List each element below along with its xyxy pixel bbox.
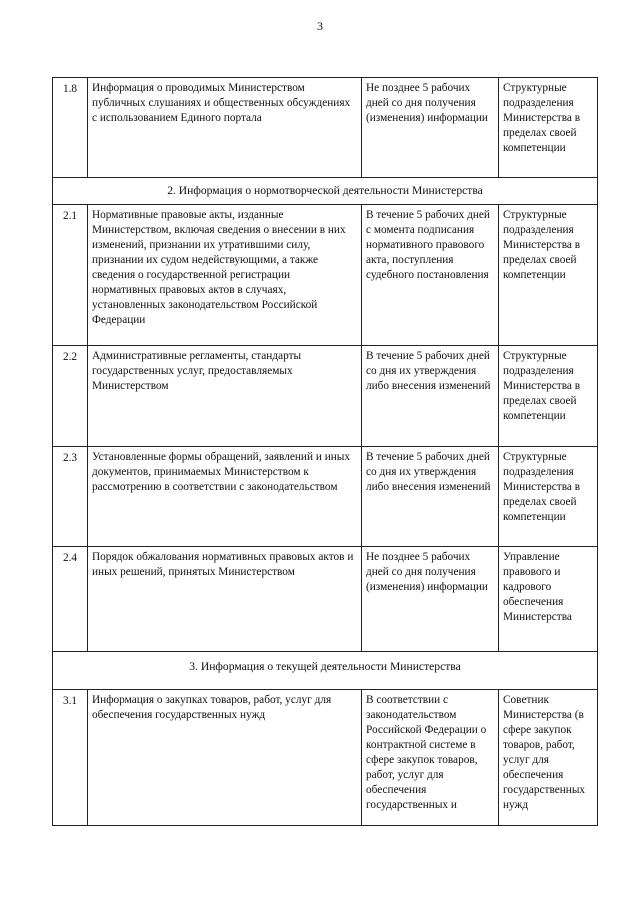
row-number: 2.3	[52, 446, 88, 547]
term-cell: В течение 5 рабочих дней со дня их утверждения либо внесения изменений	[361, 345, 499, 447]
responsible-cell: Структурные подразделения Министерства в пределах своей компетенции	[498, 446, 598, 547]
row-number: 3.1	[52, 689, 88, 826]
info-cell: Информация о проводимых Министерством публичных слушаниях и общественных обсуждениях с использованием Единого портала	[87, 77, 362, 178]
row-number: 1.8	[52, 77, 88, 178]
responsible-cell: Структурные подразделения Министерства в пределах своей компетенции	[498, 204, 598, 346]
info-cell: Административные регламенты, стандарты государственных услуг, предоставляемых Министерством	[87, 345, 362, 447]
section-heading: 2. Информация о нормотворческой деятельности Министерства	[52, 177, 598, 205]
responsible-cell: Структурные подразделения Министерства в пределах своей компетенции	[498, 77, 598, 178]
row-number: 2.2	[52, 345, 88, 447]
page-number: 3	[317, 19, 323, 33]
info-cell: Установленные формы обращений, заявлений и иных документов, принимаемых Министерством к рассмотрению в соответствии с законодательством	[87, 446, 362, 547]
info-cell: Нормативные правовые акты, изданные Министерством, включая сведения о внесении в них изменений, признании их утратившими силу, признании их судом недействующими, а также сведения о государственной регистрации нормативных правовых актов в случаях, установленных законодательством Российской Федерации	[87, 204, 362, 346]
info-cell: Информация о закупках товаров, работ, услуг для обеспечения государственных нужд	[87, 689, 362, 826]
row-number: 2.4	[52, 546, 88, 652]
term-cell: Не позднее 5 рабочих дней со дня получения (изменения) информации	[361, 77, 499, 178]
term-cell: В соответствии с законодательством Российской Федерации о контрактной системе в сфере закупок товаров, работ, услуг для обеспечения государственных и	[361, 689, 499, 826]
section-heading: 3. Информация о текущей деятельности Министерства	[52, 651, 598, 690]
term-cell: Не позднее 5 рабочих дней со дня получения (изменения) информации	[361, 546, 499, 652]
responsible-cell: Структурные подразделения Министерства в пределах своей компетенции	[498, 345, 598, 447]
term-cell: В течение 5 рабочих дней со дня их утверждения либо внесения изменений	[361, 446, 499, 547]
responsible-cell: Управление правового и кадрового обеспечения Министерства	[498, 546, 598, 652]
term-cell: В течение 5 рабочих дней с момента подписания нормативного правового акта, поступления судебного постановления	[361, 204, 499, 346]
row-number: 2.1	[52, 204, 88, 346]
responsible-cell: Советник Министерства (в сфере закупок товаров, работ, услуг для обеспечения государственных нужд	[498, 689, 598, 826]
info-cell: Порядок обжалования нормативных правовых актов и иных решений, принятых Министерством	[87, 546, 362, 652]
